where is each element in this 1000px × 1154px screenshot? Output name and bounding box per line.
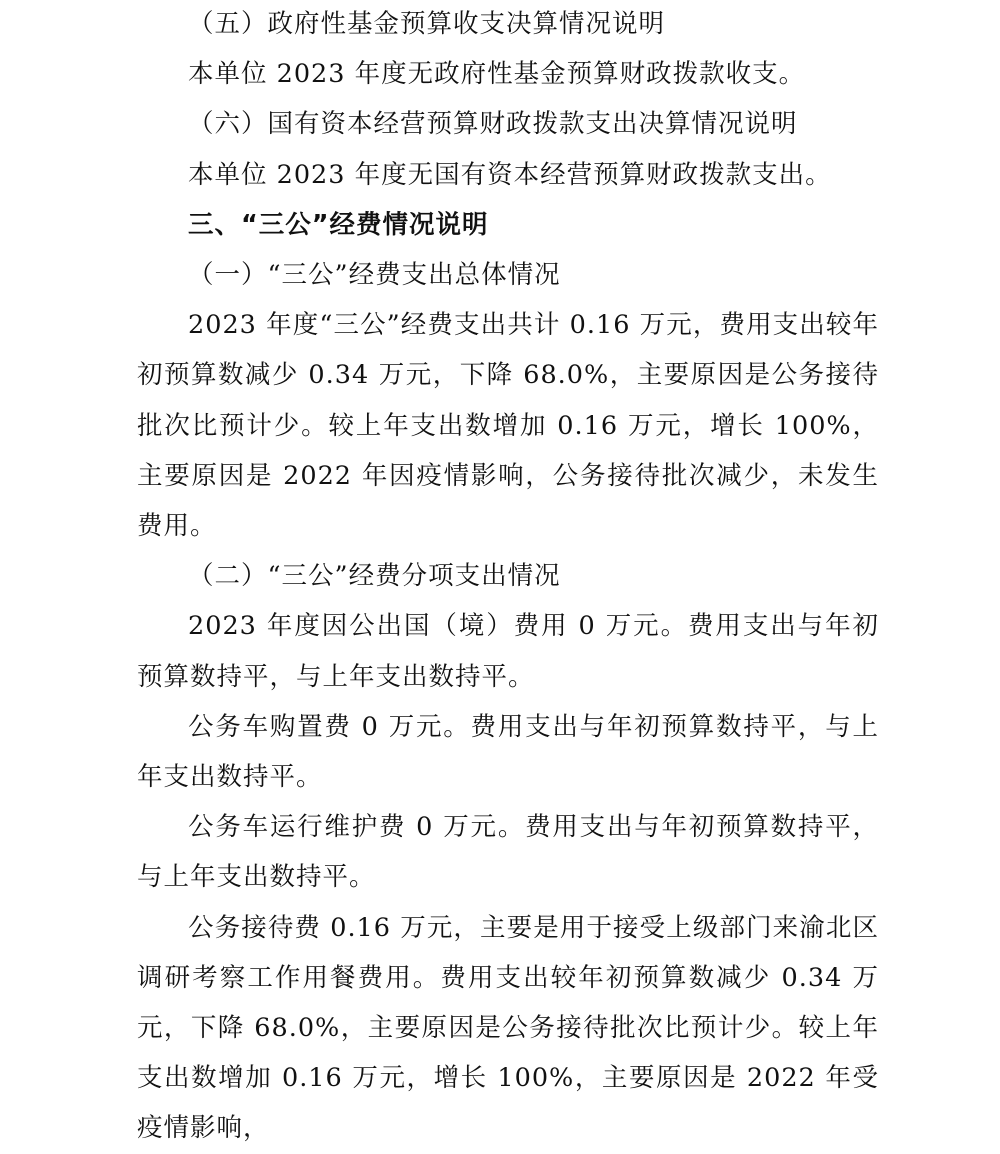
- document-body: [137, 0, 879, 1154]
- section-5-body: 本单位 2023 年度无政府性基金预算财政拨款收支。: [188, 59, 806, 90]
- section-5-title: （五）政府性基金预算收支决算情况说明: [188, 9, 666, 39]
- subsection-2-body-abroad: 2023 年度因公出国（境）费用 0 万元。费用支出与年初预算数持平，与上年支出数持平。: [137, 611, 879, 692]
- subsection-2-body-vehicle-maintenance: 公务车运行维护费 0 万元。费用支出与年初预算数持平，与上年支出数持平。: [137, 812, 879, 893]
- subsection-2-body-vehicle-purchase: 公务车购置费 0 万元。费用支出与年初预算数持平，与上年支出数持平。: [137, 711, 879, 793]
- subsection-1-body: 2023 年度“三公”经费支出共计 0.16 万元，费用支出较年初预算数减少 0.34 万元，下降 68.0%，主要原因是公务接待批次比预计少。较上年支出数增加 0.16 万元，增长 100%，主要原因是 2022 年因疫情影响，公务接待批次减少，未发生费用。: [137, 310, 879, 542]
- section-6-title: （六）国有资本经营预算财政拨款支出决算情况说明: [188, 109, 798, 140]
- subsection-1-title: （一）“三公”经费支出总体情况: [188, 260, 561, 291]
- section-6-body: 本单位 2023 年度无国有资本经营预算财政拨款支出。: [188, 159, 832, 190]
- part-3-title: 三、“三公”经费情况说明: [188, 209, 489, 240]
- subsection-2-body-reception: 公务接待费 0.16 万元，主要是用于接受上级部门来渝北区调研考察工作用餐费用。费用支出较年初预算数减少 0.34 万元，下降 68.0%，主要原因是公务接待批次比预计少。较上年支出数增加 0.16 万元，增长 100%，主要原因是 2022 年受疫情影响，: [137, 912, 879, 1144]
- subsection-2-title: （二）“三公”经费分项支出情况: [188, 561, 561, 592]
